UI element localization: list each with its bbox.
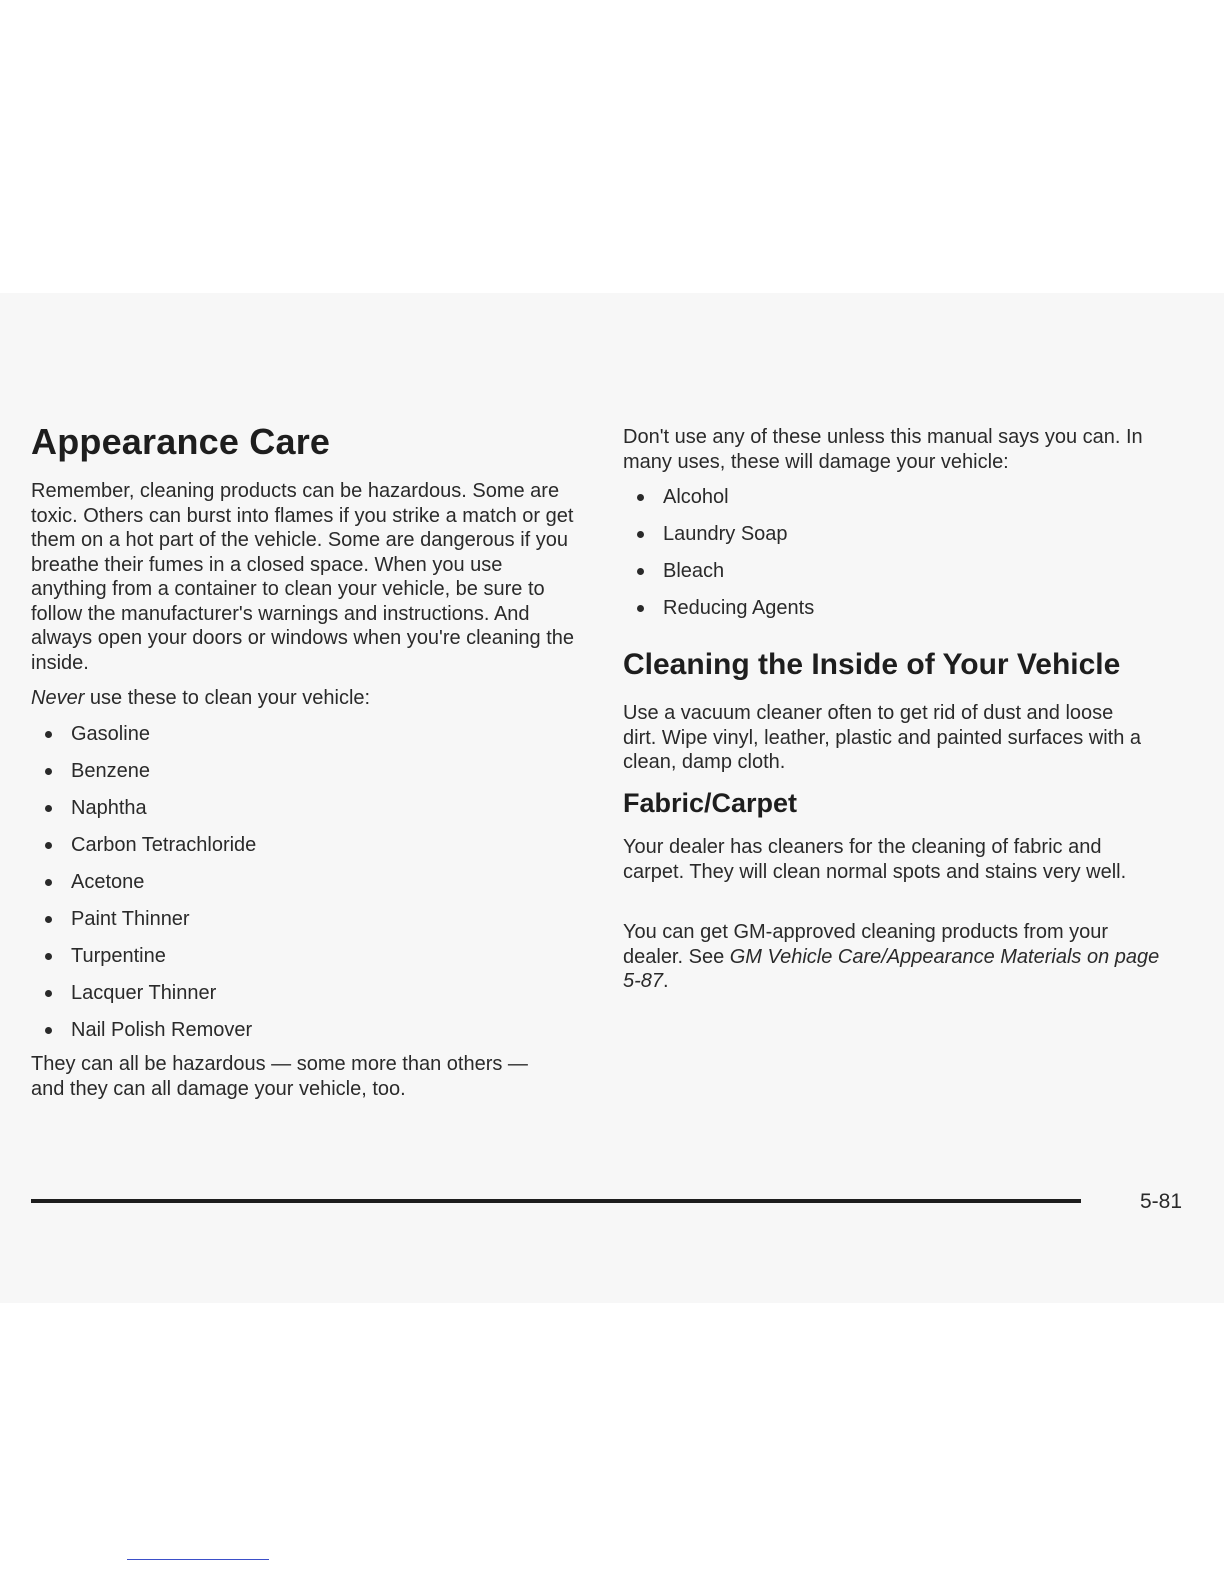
link-underline[interactable]: [127, 1559, 269, 1560]
cleaning-inside-paragraph: Use a vacuum cleaner often to get rid of dust and loose dirt. Wipe vinyl, leather, plastic and painted surfaces with a clean, damp cloth.: [623, 702, 1142, 773]
gm-products-text: You can get GM-approved cleaning products from your dealer. See: [623, 921, 1109, 968]
hazard-intro-paragraph: Remember, cleaning products can be hazardous. Some are toxic. Others can burst into flames if you strike a match or get them on a hot part of the vehicle. Some are dangerous if you breathe their fumes in a closed space. When you use anything from a container to clean your vehicle, be sure to follow the manufacturer's warnings and instructions. And always open your doors or windows when you're cleaning the inside.: [31, 480, 575, 674]
hazard-closing-paragraph: They can all be hazardous — some more than others — and they can all damage your vehicle, too.: [31, 1053, 528, 1100]
subsection-heading: Fabric/Carpet: [623, 788, 798, 818]
page-number: 5-81: [1140, 1190, 1183, 1213]
list-item: Bleach: [623, 559, 1163, 583]
list-item: Paint Thinner: [31, 907, 591, 931]
dont-use-list: [623, 485, 1163, 633]
list-item: Gasoline: [31, 722, 591, 746]
list-item: Benzene: [31, 759, 591, 783]
list-item: Alcohol: [623, 485, 1163, 509]
dont-use-paragraph: Don't use any of these unless this manual says you can. In many uses, these will damage your vehicle:: [623, 426, 1143, 473]
footer-rule: [31, 1199, 1081, 1203]
list-item: Nail Polish Remover: [31, 1018, 591, 1042]
gm-products-paragraph: [623, 920, 1168, 994]
page-title: Appearance Care: [31, 421, 331, 462]
never-use-list: [31, 722, 591, 1055]
never-emphasis: Never: [31, 687, 85, 709]
never-use-text: use these to clean your vehicle:: [84, 687, 371, 709]
list-item: Carbon Tetrachloride: [31, 833, 591, 857]
never-use-paragraph: [31, 686, 579, 711]
list-item: Lacquer Thinner: [31, 981, 591, 1005]
list-item: Naphtha: [31, 796, 591, 820]
section-heading: Cleaning the Inside of Your Vehicle: [623, 648, 1121, 681]
list-item: Turpentine: [31, 944, 591, 968]
list-item: Acetone: [31, 870, 591, 894]
list-item: Laundry Soap: [623, 522, 1163, 546]
gm-products-end: .: [663, 970, 669, 992]
list-item: Reducing Agents: [623, 596, 1163, 620]
fabric-carpet-paragraph: Your dealer has cleaners for the cleaning of fabric and carpet. They will clean normal spots and stains very well.: [623, 836, 1127, 883]
manual-page: [0, 293, 1224, 1303]
cross-reference-link[interactable]: GM Vehicle Care/Appearance Materials on page 5-87: [623, 945, 1160, 992]
